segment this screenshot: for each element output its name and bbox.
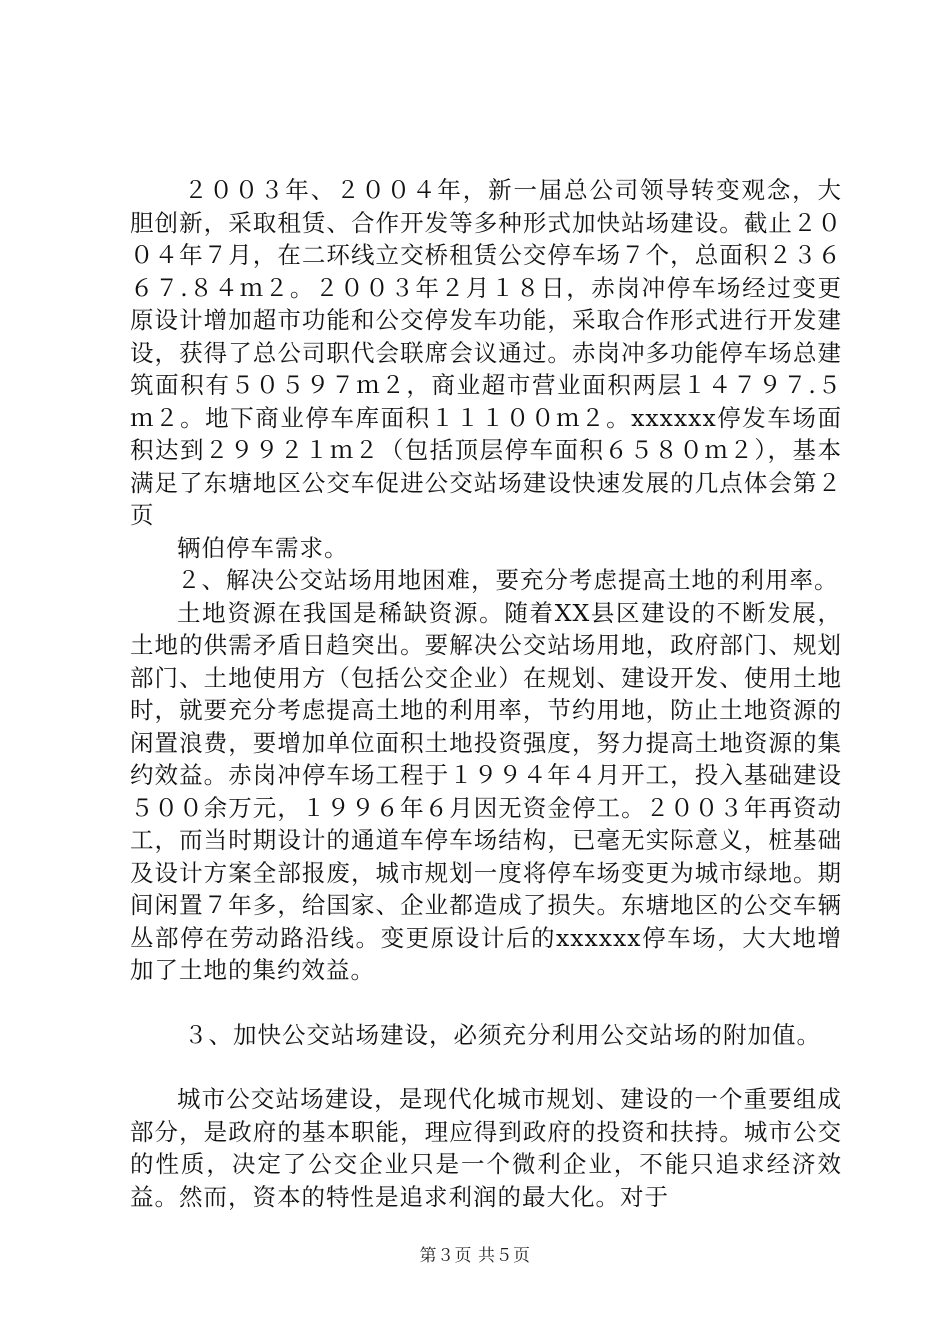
paragraph-6: 城市公交站场建设，是现代化城市规划、建设的一个重要组成部分，是政府的基本职能，理应得到政府的投资和扶持。城市公交的性质，决定了公交企业只是一个微利企业，不能只追求经济效益。然而，资本的特性是追求利润的最大化。对于 [130,1085,842,1211]
page-footer: 第３页 共５页 [419,1246,531,1266]
section-heading-3: ３、加快公交站场建设，必须充分利用公交站场的附加值。 [184,1020,822,1049]
document-body [130,174,842,1213]
paragraph-2: 辆伯停车需求。 [177,533,349,562]
paragraph-1: ２００３年、２００４年，新一届总公司领导转变观念，大胆创新，采取租赁、合作开发等多种形式加快站场建设。截止２００４年７月，在二环线立交桥租赁公交停车场７个，总面积２３６６７.８４ｍ２。２００３年２月１８日，赤岗冲停车场经过变更原设计增加超市功能和公交停发车功能，采取合作形式进行开发建设，获得了总公司职代会联席会议通过。赤岗冲多功能停车场总建筑面积有５０５９７ｍ２，商业超市营业面积两层１４７９７.５ｍ２。地下商业停车库面积１１１００ｍ２。xxxxxx停发车场面积达到２９９２１ｍ２（包括顶层停车面积６５８０ｍ２），基本满足了东塘地区公交车促进公交站场建设快速发展的几点体会第２页 [130,176,842,529]
paragraph-4: 土地资源在我国是稀缺资源。随着XX县区建设的不断发展，土地的供需矛盾日趋突出。要解决公交站场用地，政府部门、规划部门、土地使用方（包括公交企业）在规划、建设开发、使用土地时，就要充分考虑提高土地的利用率，节约用地，防止土地资源的闲置浪费，要增加单位面积土地投资强度，努力提高土地资源的集约效益。赤岗冲停车场工程于１９９４年４月开工，投入基础建设５００余万元，１９９６年６月因无资金停工。２００３年再资动工，而当时期设计的通道车停车场结构，已毫无实际意义，桩基础及设计方案全部报废，城市规划一度将停车场变更为城市绿地。期间闲置７年多，给国家、企业都造成了损失。东塘地区的公交车辆丛部停在劳动路沿线。变更原设计后的xxxxxx停车场，大大地增加了土地的集约效益。 [130,598,842,984]
paragraph-spacer [130,1051,842,1083]
paragraph-spacer [130,987,842,1019]
section-heading-2: ２、解决公交站场用地困难，要充分考虑提高土地的利用率。 [177,566,839,594]
